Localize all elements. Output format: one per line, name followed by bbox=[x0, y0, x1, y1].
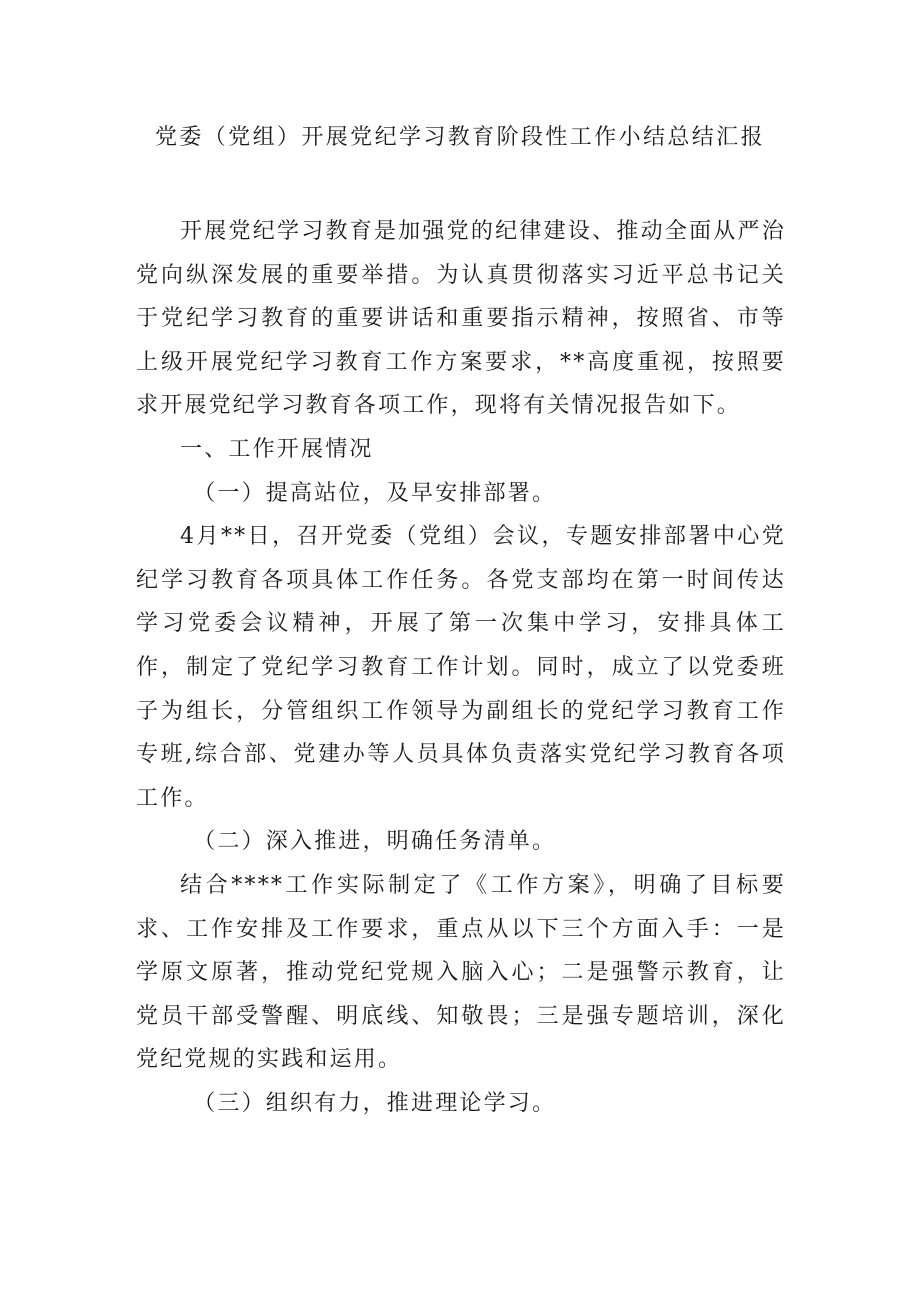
subsection-heading-3: （三）组织有力，推进理论学习。 bbox=[193, 1090, 557, 1116]
section-heading-1: 一、工作开展情况 bbox=[180, 436, 374, 462]
subsection-heading-2: （二）深入推进，明确任务清单。 bbox=[193, 829, 557, 855]
subsection-paragraph-1: 4月**日，召开党委（党组）会议，专题安排部署中心党纪学习教育各项具体工作任务。各党支部均在第一时间传达学习党委会议精神，开展了第一次集中学习，安排具体工作，制定了党纪学习教育工作计划。同时，成立了以党委班子为组长，分管组织工作领导为副组长的党纪学习教育工作专班,综合部、党建办等人员具体负责落实党纪学习教育各项工作。 bbox=[136, 524, 786, 811]
document-title: 党委（党组）开展党纪学习教育阶段性工作小结总结汇报 bbox=[154, 125, 765, 150]
intro-paragraph: 开展党纪学习教育是加强党的纪律建设、推动全面从严治党向纵深发展的重要举措。为认真贯彻落实习近平总书记关于党纪学习教育的重要讲话和重要指示精神，按照省、市等上级开展党纪学习教育工作方案要求，**高度重视，按照要求开展党纪学习教育各项工作，现将有关情况报告如下。 bbox=[136, 219, 786, 419]
document-body bbox=[136, 210, 786, 1125]
subsection-heading-1: （一）提高站位，及早安排部署。 bbox=[193, 480, 557, 506]
subsection-paragraph-2: 结合****工作实际制定了《工作方案》，明确了目标要求、工作安排及工作要求，重点从以下三个方面入手：一是学原文原著，推动党纪党规入脑入心；二是强警示教育，让党员干部受警醒、明底线、知敬畏；三是强专题培训，深化党纪党规的实践和运用。 bbox=[136, 872, 786, 1073]
